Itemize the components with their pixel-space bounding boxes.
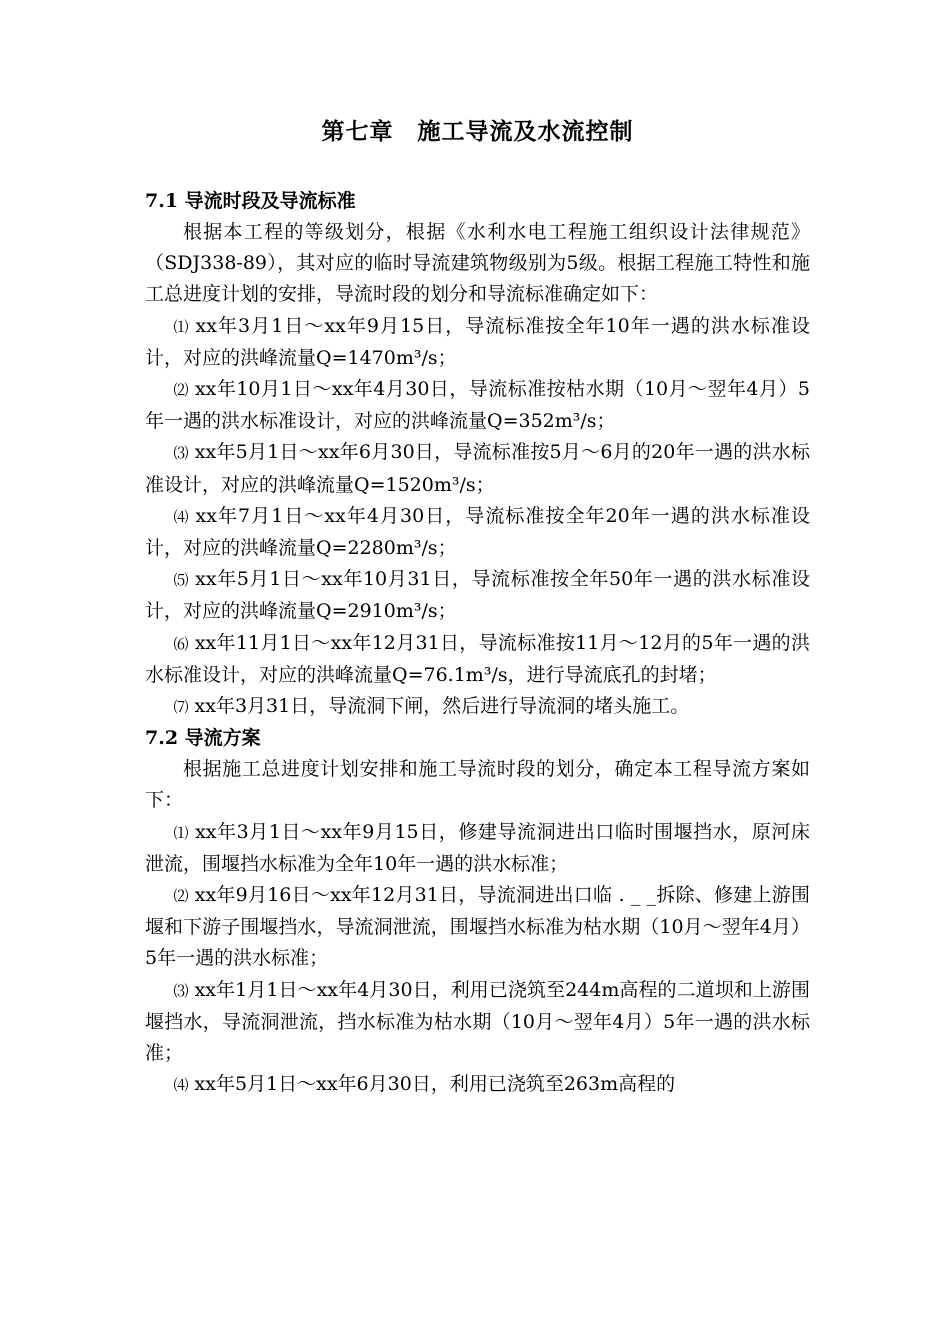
section-heading-7-2: 7.2 导流方案	[145, 727, 261, 750]
section-intro: 根据施工总进度计划安排和施工导流时段的划分，确定本工程导流方案如下：	[145, 758, 810, 812]
item-text: xx年1月1日～xx年4月30日，利用已浇筑至244m高程的二道坝和上游围堰挡水，导流洞泄流，挡水标准为枯水期（10月～翌年4月）5年一遇的洪水标准；	[145, 978, 810, 1065]
item-number: ⑵	[173, 381, 189, 400]
item-number: ⑷	[173, 507, 190, 526]
list-item	[145, 564, 810, 627]
item-text: xx年3月31日，导流洞下闸，然后进行导流洞的堵头施工。	[194, 695, 690, 718]
item-text: xx年5月1日～xx年6月30日，利用已浇筑至263m高程的	[194, 1073, 676, 1096]
item-number: ⑶	[173, 981, 189, 1000]
chapter-title: 第七章 施工导流及水流控制	[321, 118, 634, 145]
item-text: xx年3月1日～xx年9月15日，导流标准按全年10年一遇的洪水标准设计，对应的洪峰流量Q=1470m³/s；	[145, 314, 810, 369]
section-heading-7-1: 7.1 导流时段及导流标准	[145, 190, 356, 212]
list-item	[145, 1069, 810, 1101]
list-item	[145, 311, 810, 374]
list-item	[145, 817, 810, 880]
item-text: xx年3月1日～xx年9月15日，修建导流洞进出口临时围堰挡水，原河床泄流，围堰挡水标准为全年10年一遇的洪水标准；	[145, 820, 810, 875]
item-text: xx年7月1日～xx年4月30日，导流标准按全年20年一遇的洪水标准设计，对应的洪峰流量Q=2280m³/s；	[145, 504, 810, 560]
item-number: ⑴	[173, 317, 190, 336]
item-text: xx年9月16日～xx年12月31日，导流洞进出口临 . _ _拆除、修建上游围堰和下游子围堰挡水，导流洞泄流，围堰挡水标准为枯水期（10月～翌年4月）5年一遇的洪水标准；	[145, 884, 810, 970]
item-number: ⑹	[173, 634, 189, 653]
item-text: xx年5月1日～xx年10月31日，导流标准按全年50年一遇的洪水标准设计，对应的洪峰流量Q=2910m³/s；	[145, 568, 810, 623]
list-item	[145, 880, 810, 975]
list-item	[145, 628, 810, 691]
item-text: xx年11月1日～xx年12月31日，导流标准按11月～12月的5年一遇的洪水标准设计，对应的洪峰流量Q=76.1m³/s，进行导流底孔的封堵；	[145, 631, 810, 686]
item-number: ⑶	[173, 444, 189, 463]
list-item	[145, 501, 810, 564]
list-item	[145, 437, 810, 500]
item-number: ⑸	[173, 571, 190, 590]
document-page	[145, 112, 810, 1101]
item-number: ⑷	[173, 1076, 189, 1095]
list-item	[145, 975, 810, 1070]
item-number: ⑵	[173, 887, 189, 906]
item-number: ⑺	[173, 698, 189, 717]
section-intro: 根据本工程的等级划分，根据《水利水电工程施工组织设计法律规范》（SDJ338-89），其对应的临时导流建筑物级别为5级。根据工程施工特性和施工总进度计划的安排，导流时段的划分和导流标准确定如下：	[145, 221, 810, 306]
item-text: xx年10月1日～xx年4月30日，导流标准按枯水期（10月～翌年4月）5年一遇的洪水标准设计，对应的洪峰流量Q=352m³/s；	[145, 378, 810, 433]
list-item	[145, 691, 810, 723]
item-number: ⑴	[173, 823, 190, 842]
item-text: xx年5月1日～xx年6月30日，导流标准按5月～6月的20年一遇的洪水标准设计，对应的洪峰流量Q=1520m³/s；	[145, 441, 810, 496]
list-item	[145, 374, 810, 437]
